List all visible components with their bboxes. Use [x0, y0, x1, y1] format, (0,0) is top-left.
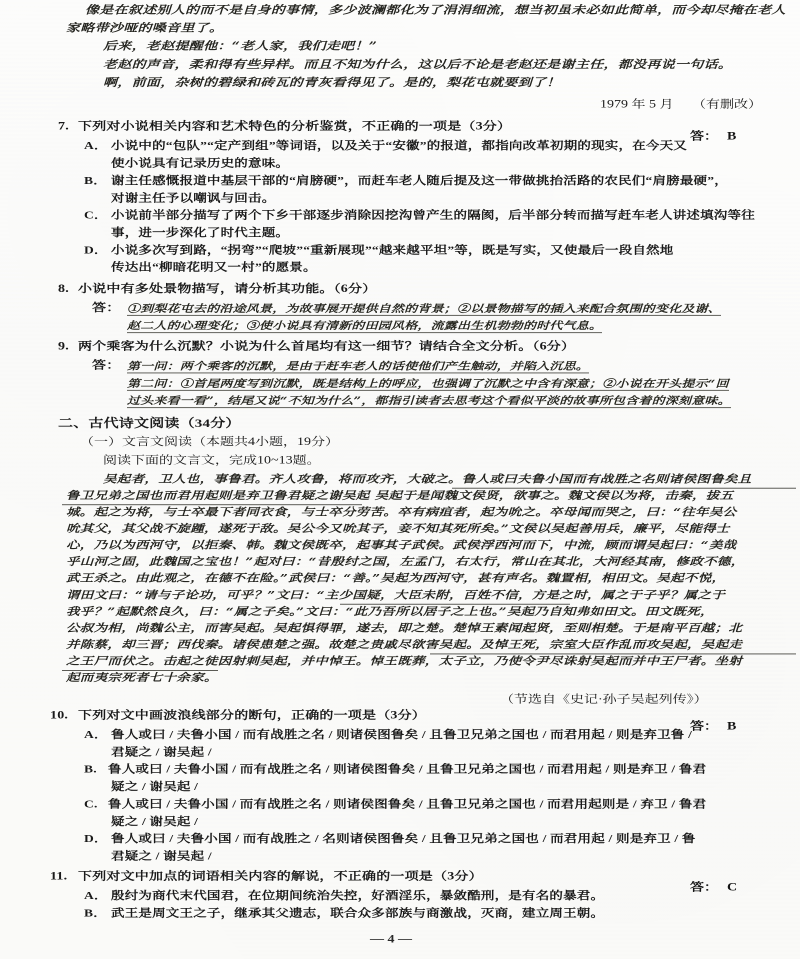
classical-line: 并陈蔡，却三晋；西伐秦。诸侯患楚之强。故楚之贵戚尽欲害吴起。及悼王死，宗室大臣作乱而攻吴起，吴起走 — [66, 638, 743, 652]
classical-line: 武王杀之。由此观之，在德不在险。”武侯曰：“善。”吴起为西河守，甚有声名。魏置相，相田文。吴起不悦， — [66, 572, 726, 585]
classical-line: 城。起之为将，与士卒最下者同衣食，与士卒分劳苦。卒有病疽者，起为吮之。卒母闻而哭之，曰：“往年吴公 — [66, 505, 737, 519]
q10-option-label-b[interactable]: B. — [84, 763, 97, 776]
q7-option-a-line[interactable]: 小说中的“包队”“定产到组”等词语，以及关于“安徽”的报道，都指向改革初期的现实，在今天又 — [111, 139, 687, 152]
q7-answer-label: 答： — [690, 131, 718, 143]
q10-option-b-line[interactable]: 鲁人或曰 / 夫鲁小国 / 而有战胜之名 / 则诸侯图鲁矣 / 且鲁卫兄弟之国也 / 而君用起 / 则是弃卫 / 鲁君 — [108, 763, 707, 776]
wavy-underline-mark — [452, 488, 796, 489]
q11-option-b-line[interactable]: 武王是周文王之子，继承其父遗志，联合众多部族与商激战，灭商，建立周王朝。 — [111, 906, 605, 919]
q8-answer-line[interactable]: ①到梨花屯去的沿途风景，为故事展开提供自然的背景；②以景物描写的插入来配合氛围的变化及谢、 — [127, 303, 722, 315]
q10-option-b-line[interactable]: 疑之 / 谢吴起 / — [111, 780, 199, 793]
classical-line: 鲁卫兄弟之国也而君用起则是弃卫鲁君疑之谢吴起 吴起于是闻魏文侯贤，欲事之。魏文侯以为将，击秦，拔五 — [66, 489, 734, 502]
classical-line: 吴起者，卫人也，事鲁君。齐人攻鲁，将而攻齐，大破之。鲁人或曰夫鲁小国而有战胜之名则诸侯图鲁矣且 — [103, 472, 752, 486]
narrative-edit-note: （有删改） — [692, 98, 762, 111]
q8-answer-label: 答： — [92, 302, 121, 315]
q7-option-b-line[interactable]: 谢主任感慨报道中基层干部的“肩膀硬”，而赶车老人随后提及这一带做挑抬活路的农民们“肩膀最硬”， — [111, 174, 728, 187]
q7-option-c-line[interactable]: 小说前半部分描写了两个下乡干部逐步消除因挖沟曾产生的隔阂，后半部分转而描写赶车老人讲述填沟等往 — [111, 209, 755, 222]
q8-number: 8. — [58, 283, 69, 296]
narrative-line: 老赵的声音，柔和得有些异样。而且不知为什么，这以后不论是老赵还是谢主任，都没再说一句话。 — [103, 58, 733, 72]
q8-stem: 小说中有多处景物描写，请分析其功能。（6分） — [78, 283, 377, 296]
translation-underline-mark — [430, 654, 796, 655]
q10-answer-label: 答： — [690, 720, 718, 733]
q7-option-label-d[interactable]: D． — [84, 243, 108, 256]
q7-option-b-line[interactable]: 对谢主任予以嘲讽与回击。 — [111, 191, 276, 204]
q9-number: 9. — [58, 340, 69, 353]
classical-line: 谓田文曰：“请与子论功，可乎？”文曰：“主少国疑，大臣未附，百姓不信，方是之时，属之于子乎？属之于 — [66, 588, 725, 602]
q11-number: 11. — [50, 870, 68, 883]
classical-line: 公叔为相，尚魏公主，而害吴起。吴起惧得罪，遂去，即之楚。楚悼王素闻起贤，至则相楚。于是南平百越；北 — [66, 621, 743, 635]
q11-stem: 下列对文中加点的词语相关内容的解说，不正确的一项是（3分） — [78, 870, 483, 883]
q7-option-label-c[interactable]: C． — [84, 209, 108, 222]
classical-line: 乎山河之固，此魏国之宝也！”起对曰：“昔殷纣之国，左孟门，右太行，常山在其北，大河经其南，修政不德， — [66, 555, 745, 569]
q9-answer-label: 答： — [92, 359, 121, 372]
q10-option-c-line[interactable]: 鲁人或曰 / 夫鲁小国 / 而有战胜之名 / 则诸侯图鲁矣 / 且鲁卫兄弟之国也 / 而君用起则是 / 弃卫 / 鲁君 — [108, 797, 707, 810]
classical-line: 起而夷宗死者七十余家。 — [66, 671, 218, 685]
q11-option-a-line[interactable]: 殷纣为商代末代国君，在位期间统治失控，好酒淫乐，暴敛酷刑，是有名的暴君。 — [111, 889, 605, 902]
q7-option-a-line[interactable]: 使小说具有记录历史的意味。 — [111, 157, 290, 169]
q10-answer-value: B — [727, 720, 737, 733]
q10-option-a-line[interactable]: 鲁人或曰 / 夫鲁小国 / 而有战胜之名 / 则诸侯图鲁矣 / 且鲁卫兄弟之国也 / 而君用起 / 则是弃卫鲁 / — [111, 728, 693, 741]
narrative-date: 1979 年 5 月 — [600, 98, 674, 111]
section2-heading: 二、古代诗文阅读（34分） — [58, 417, 241, 431]
narrative-line: 像是在叙述别人的而不是自身的事情，多少波澜都化为了涓涓细流，想当初虽未必如此简单，而今却尽掩在老人 — [85, 3, 786, 17]
narrative-line: 后来，老赵提醒他：“老人家，我们走吧！” — [103, 40, 378, 53]
q9-answer-line[interactable]: 第二问：①首尾两度写到沉默，既是结构上的呼应，也强调了沉默之中含有深意；②小说在开头提示“回 — [127, 378, 729, 390]
q10-option-label-d[interactable]: D． — [84, 832, 108, 845]
section2-subheading: （一）文言文阅读（本题共4小题，19分） — [80, 436, 339, 449]
q11-answer-label: 答： — [690, 881, 718, 894]
q11-option-label-a[interactable]: A． — [84, 889, 108, 902]
q7-option-c-line[interactable]: 事，进一步深化了时代主题。 — [111, 226, 290, 239]
q11-option-label-b[interactable]: B． — [84, 906, 107, 919]
narrative-line: 家略带沙哑的嗓音里了。 — [66, 22, 224, 35]
q10-option-label-c[interactable]: C. — [84, 797, 98, 810]
q7-option-d-line[interactable]: 小说多次写到路，“拐弯”“爬坡”“重新展现”“越来越平坦”等，既是写实，又使最后一段自然地 — [111, 243, 674, 256]
q7-answer-value: B — [727, 131, 737, 143]
q7-option-label-b[interactable]: B． — [84, 174, 107, 187]
q7-number: 7. — [58, 120, 69, 133]
q11-answer-value: C — [727, 881, 738, 894]
q7-option-d-line[interactable]: 传达出“柳暗花明又一村”的愿景。 — [111, 261, 317, 274]
wavy-underline-mark — [62, 504, 362, 505]
classical-source: （节选自《史记·孙子吴起列传》） — [500, 693, 708, 706]
classical-line: 之王尸而伏之。击起之徒因射刺吴起，并中悼王。悼王既葬，太子立，乃使令尹尽诛射吴起而并中王尸者。坐射 — [66, 655, 743, 668]
q10-option-d-line[interactable]: 君疑之 / 谢吴起 / — [111, 850, 212, 862]
translation-underline-mark — [62, 670, 218, 671]
q10-option-label-a[interactable]: A． — [84, 728, 108, 741]
q10-number: 10. — [50, 709, 69, 722]
q8-answer-line[interactable]: 赵二人的心理变化；③使小说具有清新的田园风格，流露出生机勃勃的时代气息。 — [127, 320, 603, 333]
classical-line: 我乎？”起默然良久，曰：“属之子矣。”文曰：“此乃吾所以居子之上也。”吴起乃自知弗如田文。田文既死， — [66, 605, 714, 619]
narrative-line: 啊，前面，杂树的碧绿和砖瓦的青灰看得见了。是的，梨花屯就要到了！ — [103, 76, 561, 90]
q10-option-d-line[interactable]: 鲁人或曰 / 夫鲁小国 / 而有战胜之 / 名则诸侯图鲁矣 / 且鲁卫兄弟之国也 / 而君用起 / 则是弃卫 / 鲁 — [111, 832, 696, 845]
q10-stem: 下列对文中画波浪线部分的断句，正确的一项是（3分） — [78, 709, 426, 722]
q7-stem: 下列对小说相关内容和艺术特色的分析鉴赏，不正确的一项是（3分） — [78, 120, 512, 133]
section2-instruction: 阅读下面的文言文，完成10~13题。 — [103, 454, 321, 467]
q10-option-a-line[interactable]: 君疑之 / 谢吴起 / — [111, 745, 212, 758]
q7-option-label-a[interactable]: A． — [84, 139, 108, 152]
classical-line: 吮其父，其父战不旋踵，遂死于敌。吴公今又吮其子，妾不知其死所矣。”文侯以吴起善用兵，廉平，尽能得士 — [66, 522, 730, 536]
q10-option-c-line[interactable]: 疑之 / 谢吴起 / — [111, 815, 199, 828]
q9-answer-line[interactable]: 第一问：两个乘客的沉默，是由于赶车老人的话使他们产生触动，并陷入沉思。 — [127, 360, 590, 373]
q9-stem: 两个乘客为什么沉默？小说为什么首尾均有这一细节？请结合全文分析。（6分） — [78, 340, 576, 353]
translation-underline-mark — [340, 604, 570, 605]
classical-line: 心，乃以为西河守，以拒秦、韩。魏文侯既卒，起事其子武侯。武侯浮西河而下，中流，顾而谓吴起曰：“美哉 — [66, 539, 737, 552]
page-number: — 4 — — [370, 933, 412, 946]
q9-answer-line[interactable]: 过头来看一看”，结尾又说“不知为什么”，都指引读者去思考这个看似平淡的故事所包含着的深刻意味。 — [127, 395, 731, 408]
